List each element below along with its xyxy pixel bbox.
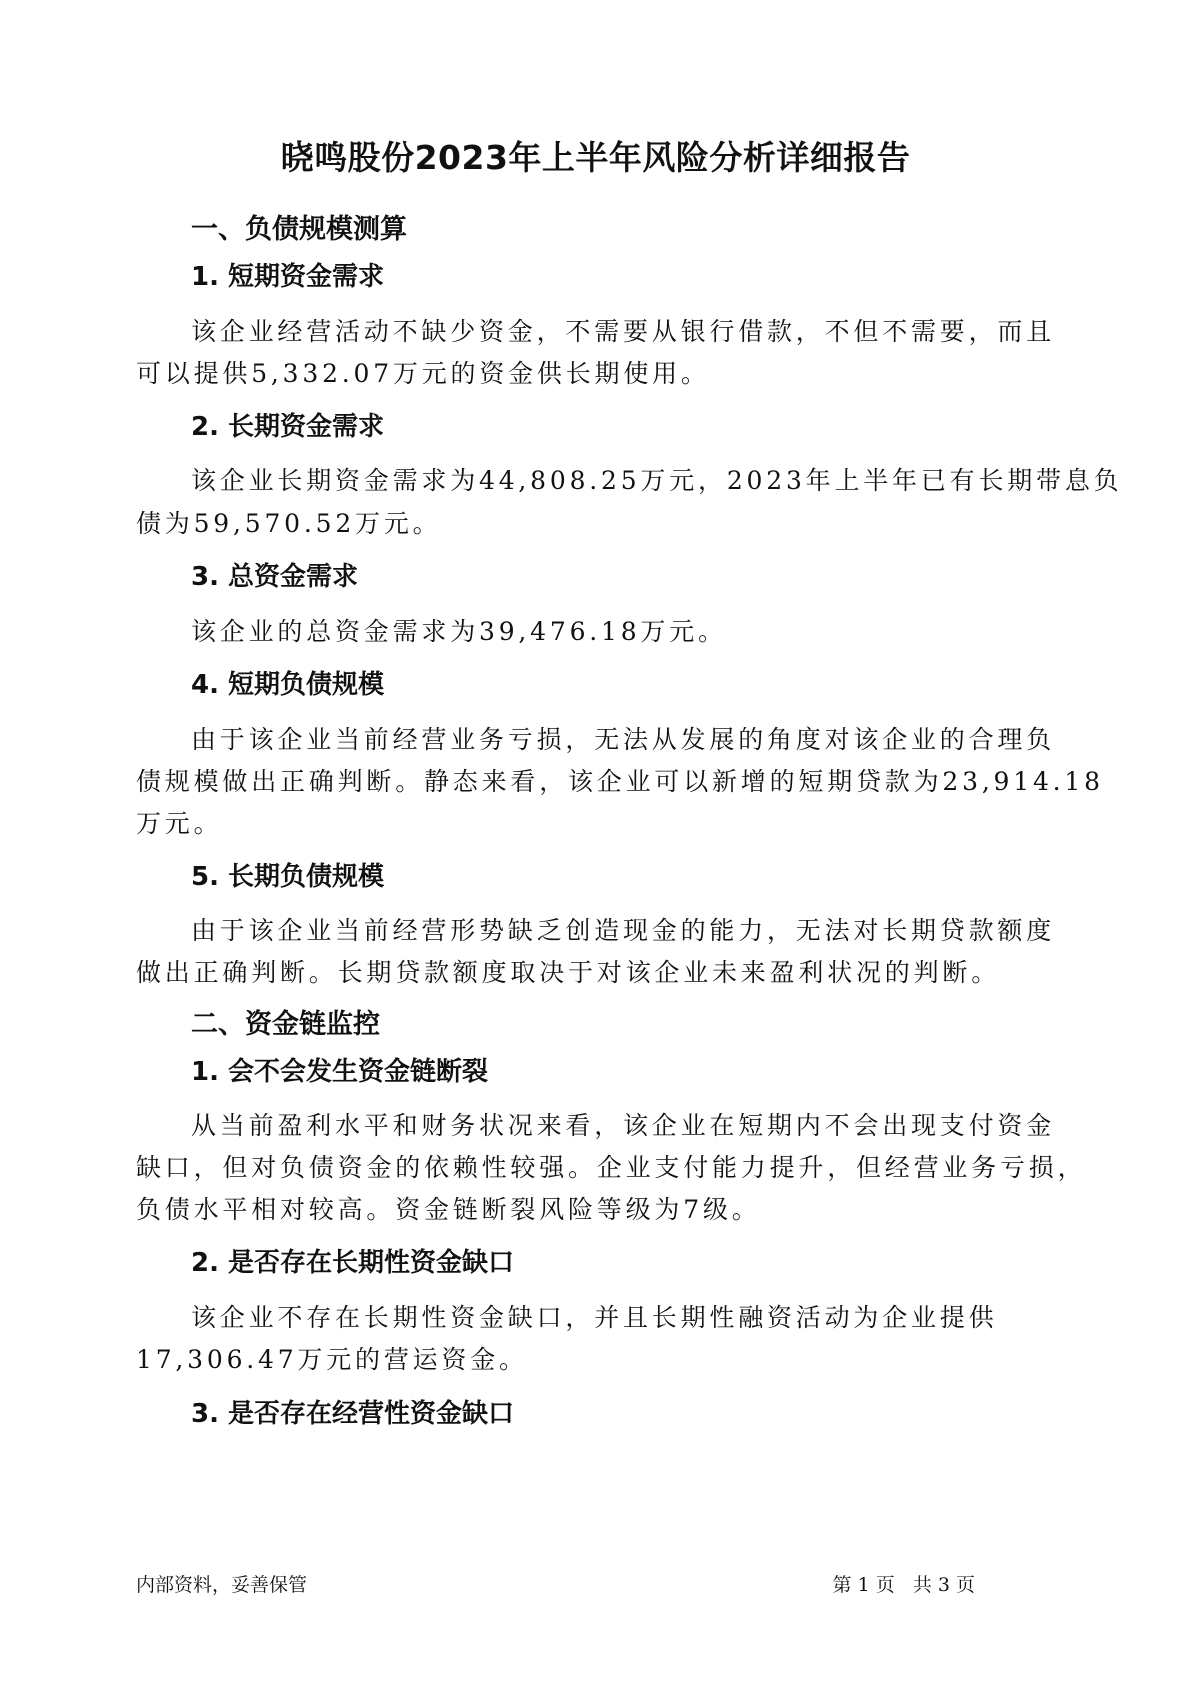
subheading-long-term-gap: 2. 是否存在长期性资金缺口 xyxy=(191,1248,515,1278)
paragraph-line: 17,306.47万元的营运资金。 xyxy=(136,1345,528,1374)
subheading-chain-break: 1. 会不会发生资金链断裂 xyxy=(191,1057,489,1087)
subheading-long-term-debt: 5. 长期负债规模 xyxy=(191,862,385,892)
paragraph-line: 由于该企业当前经营形势缺乏创造现金的能力，无法对长期贷款额度 xyxy=(191,916,1056,945)
subheading-total-funding: 3. 总资金需求 xyxy=(191,562,359,592)
paragraph-line: 债规模做出正确判断。静态来看，该企业可以新增的短期贷款为23,914.18 xyxy=(136,767,1104,796)
paragraph-line: 该企业不存在长期性资金缺口，并且长期性融资活动为企业提供 xyxy=(191,1303,998,1332)
section-heading-debt-scale: 一、负债规模测算 xyxy=(191,214,407,245)
section-heading-funding-chain: 二、资金链监控 xyxy=(191,1009,380,1040)
paragraph-line: 由于该企业当前经营业务亏损，无法从发展的角度对该企业的合理负 xyxy=(191,725,1056,754)
paragraph-line: 缺口，但对负债资金的依赖性较强。企业支付能力提升，但经营业务亏损， xyxy=(136,1153,1087,1182)
page-title: 晓鸣股份2023年上半年风险分析详细报告 xyxy=(280,138,911,177)
subheading-operating-gap: 3. 是否存在经营性资金缺口 xyxy=(191,1399,515,1429)
paragraph-line: 做出正确判断。长期贷款额度取决于对该企业未来盈利状况的判断。 xyxy=(136,958,1001,987)
footer-page-number: 第 1 页 共 3 页 xyxy=(832,1574,975,1596)
paragraph-line: 负债水平相对较高。资金链断裂风险等级为7级。 xyxy=(136,1195,761,1224)
footer-confidential-note: 内部资料，妥善保管 xyxy=(136,1574,308,1596)
subheading-long-term-funding: 2. 长期资金需求 xyxy=(191,412,385,442)
paragraph-line: 该企业长期资金需求为44,808.25万元，2023年上半年已有长期带息负 xyxy=(191,466,1123,495)
subheading-short-term-debt: 4. 短期负债规模 xyxy=(191,670,385,700)
paragraph-line: 万元。 xyxy=(136,809,223,838)
paragraph-line: 该企业经营活动不缺少资金，不需要从银行借款，不但不需要，而且 xyxy=(191,317,1056,346)
paragraph-line: 从当前盈利水平和财务状况来看，该企业在短期内不会出现支付资金 xyxy=(191,1111,1056,1140)
paragraph-line: 债为59,570.52万元。 xyxy=(136,509,442,538)
paragraph-line: 可以提供5,332.07万元的资金供长期使用。 xyxy=(136,359,710,388)
paragraph-line: 该企业的总资金需求为39,476.18万元。 xyxy=(191,617,727,646)
subheading-short-term-funding: 1. 短期资金需求 xyxy=(191,262,385,292)
